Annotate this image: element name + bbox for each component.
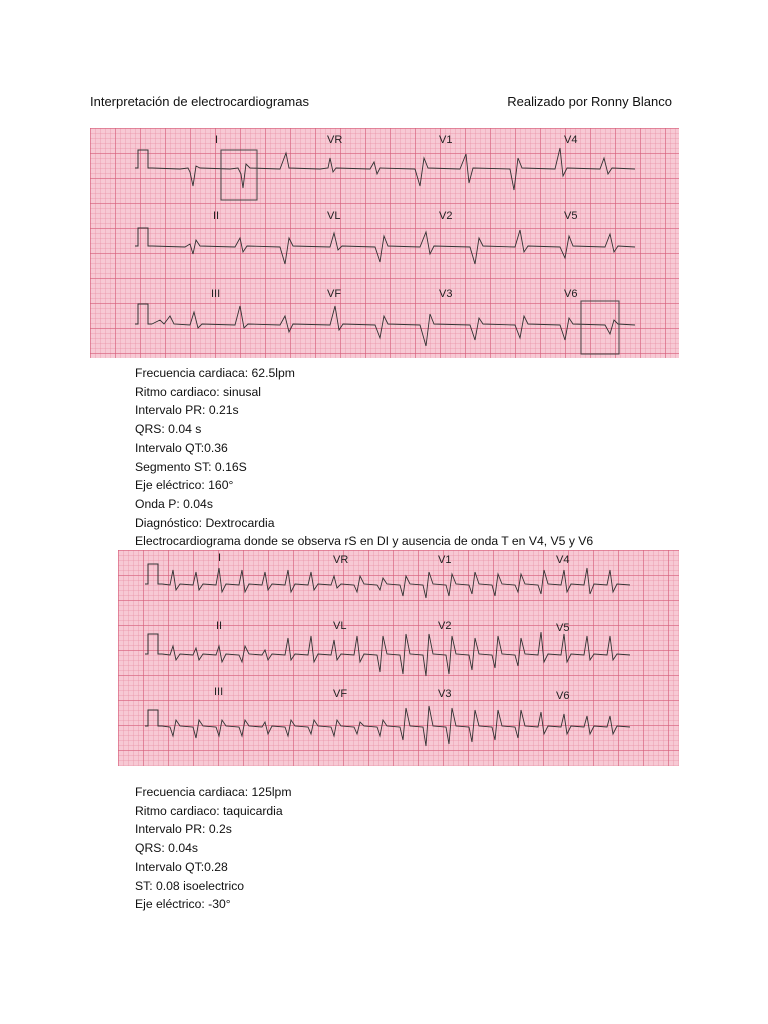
ecg2-finding-qt-interval: Intervalo QT:0.28 — [135, 859, 228, 874]
ecg1-finding-st-segment: Segmento ST: 0.16S — [135, 459, 247, 474]
ecg1-lead-label-VL: VL — [327, 210, 341, 222]
ecg1-finding-rhythm: Ritmo cardiaco: sinusal — [135, 384, 261, 399]
ecg2-lead-label-VF: VF — [333, 688, 348, 700]
ecg2-lead-label-II: II — [216, 620, 223, 632]
ecg2-finding-qrs: QRS: 0.04s — [135, 841, 198, 856]
ecg1-lead-label-V2: V2 — [439, 210, 453, 222]
document-title: Interpretación de electrocardiogramas — [90, 94, 309, 109]
ecg1-finding-qt-interval: Intervalo QT:0.36 — [135, 440, 228, 455]
ecg2-finding-st: ST: 0.08 isoelectrico — [135, 878, 245, 893]
ecg1-finding-axis: Eje eléctrico: 160° — [135, 478, 234, 493]
ecg2-traces — [118, 550, 679, 766]
ecg2-calibration-row1 — [145, 564, 162, 584]
ecg2-lead-label-V6: V6 — [556, 690, 570, 702]
ecg1-lead-label-V1: V1 — [439, 134, 453, 146]
ecg1-finding-p-wave: Onda P: 0.04s — [135, 496, 213, 511]
ecg2-lead-label-VL: VL — [333, 620, 347, 632]
ecg1-lead-label-V6: V6 — [564, 288, 578, 300]
ecg1-lead-label-V5: V5 — [564, 210, 578, 222]
ecg1-lead-label-V4: V4 — [564, 134, 578, 146]
ecg2-lead-label-VR: VR — [333, 554, 349, 566]
ecg1-finding-pr-interval: Intervalo PR: 0.21s — [135, 403, 239, 418]
ecg1-trace-row2 — [152, 230, 635, 264]
ecg2-finding-heart-rate: Frecuencia cardiaca: 125lpm — [135, 785, 292, 799]
ecg1-findings — [135, 364, 593, 551]
ecg1-finding-heart-rate: Frecuencia cardiaca: 62.5lpm — [135, 366, 295, 380]
ecg2-lead-label-V3: V3 — [438, 688, 452, 700]
ecg2-finding-axis: Eje eléctrico: -30° — [135, 897, 231, 912]
ecg2-lead-label-V4: V4 — [556, 554, 570, 566]
ecg2-lead-label-V1: V1 — [438, 554, 452, 566]
ecg1-calibration-row3 — [135, 304, 152, 324]
ecg2-lead-label-V2: V2 — [438, 620, 452, 632]
ecg2-findings — [135, 783, 292, 914]
ecg2-trace-row3 — [162, 706, 630, 746]
ecg2-calibration-row3 — [145, 710, 162, 726]
ecg1-lead-label-II: II — [213, 210, 220, 222]
ecg2-calibration-row2 — [145, 634, 162, 654]
ecg1-traces — [90, 128, 679, 358]
ecg2-finding-rhythm: Ritmo cardiaco: taquicardia — [135, 803, 283, 818]
document-author: Realizado por Ronny Blanco — [507, 94, 672, 109]
ecg2-lead-label-V5: V5 — [556, 622, 570, 634]
ecg2-lead-label-III: III — [214, 686, 224, 698]
ecg1-finding-description: Electrocardiograma donde se observa rS en DI y ausencia de onda T en V4, V5 y V6 — [135, 534, 594, 549]
ecg1-lead-label-VF: VF — [327, 288, 342, 300]
ecg1-highlight-box-lead-V6 — [581, 301, 619, 354]
ecg1-calibration-row1 — [135, 150, 152, 168]
ecg1-trace-row3 — [152, 306, 635, 346]
ecg1-lead-label-VR: VR — [327, 134, 343, 146]
ecg1-lead-label-I: I — [215, 134, 219, 146]
ecg2-trace-row1 — [162, 568, 630, 598]
ecg1-lead-label-V3: V3 — [439, 288, 453, 300]
ecg2-trace-row2 — [162, 632, 630, 676]
ecg2-lead-label-I: I — [218, 552, 222, 564]
ecg1-highlight-box-lead-I — [221, 150, 257, 200]
ecg-strip-1 — [90, 128, 679, 358]
ecg1-calibration-row2 — [135, 228, 152, 246]
ecg1-finding-qrs: QRS: 0.04 s — [135, 422, 202, 437]
ecg1-trace-row1 — [152, 148, 635, 190]
ecg1-lead-label-III: III — [211, 288, 221, 300]
ecg1-finding-diagnosis: Diagnóstico: Dextrocardia — [135, 515, 275, 530]
ecg2-finding-pr-interval: Intervalo PR: 0.2s — [135, 822, 232, 837]
ecg-strip-2 — [118, 550, 679, 766]
